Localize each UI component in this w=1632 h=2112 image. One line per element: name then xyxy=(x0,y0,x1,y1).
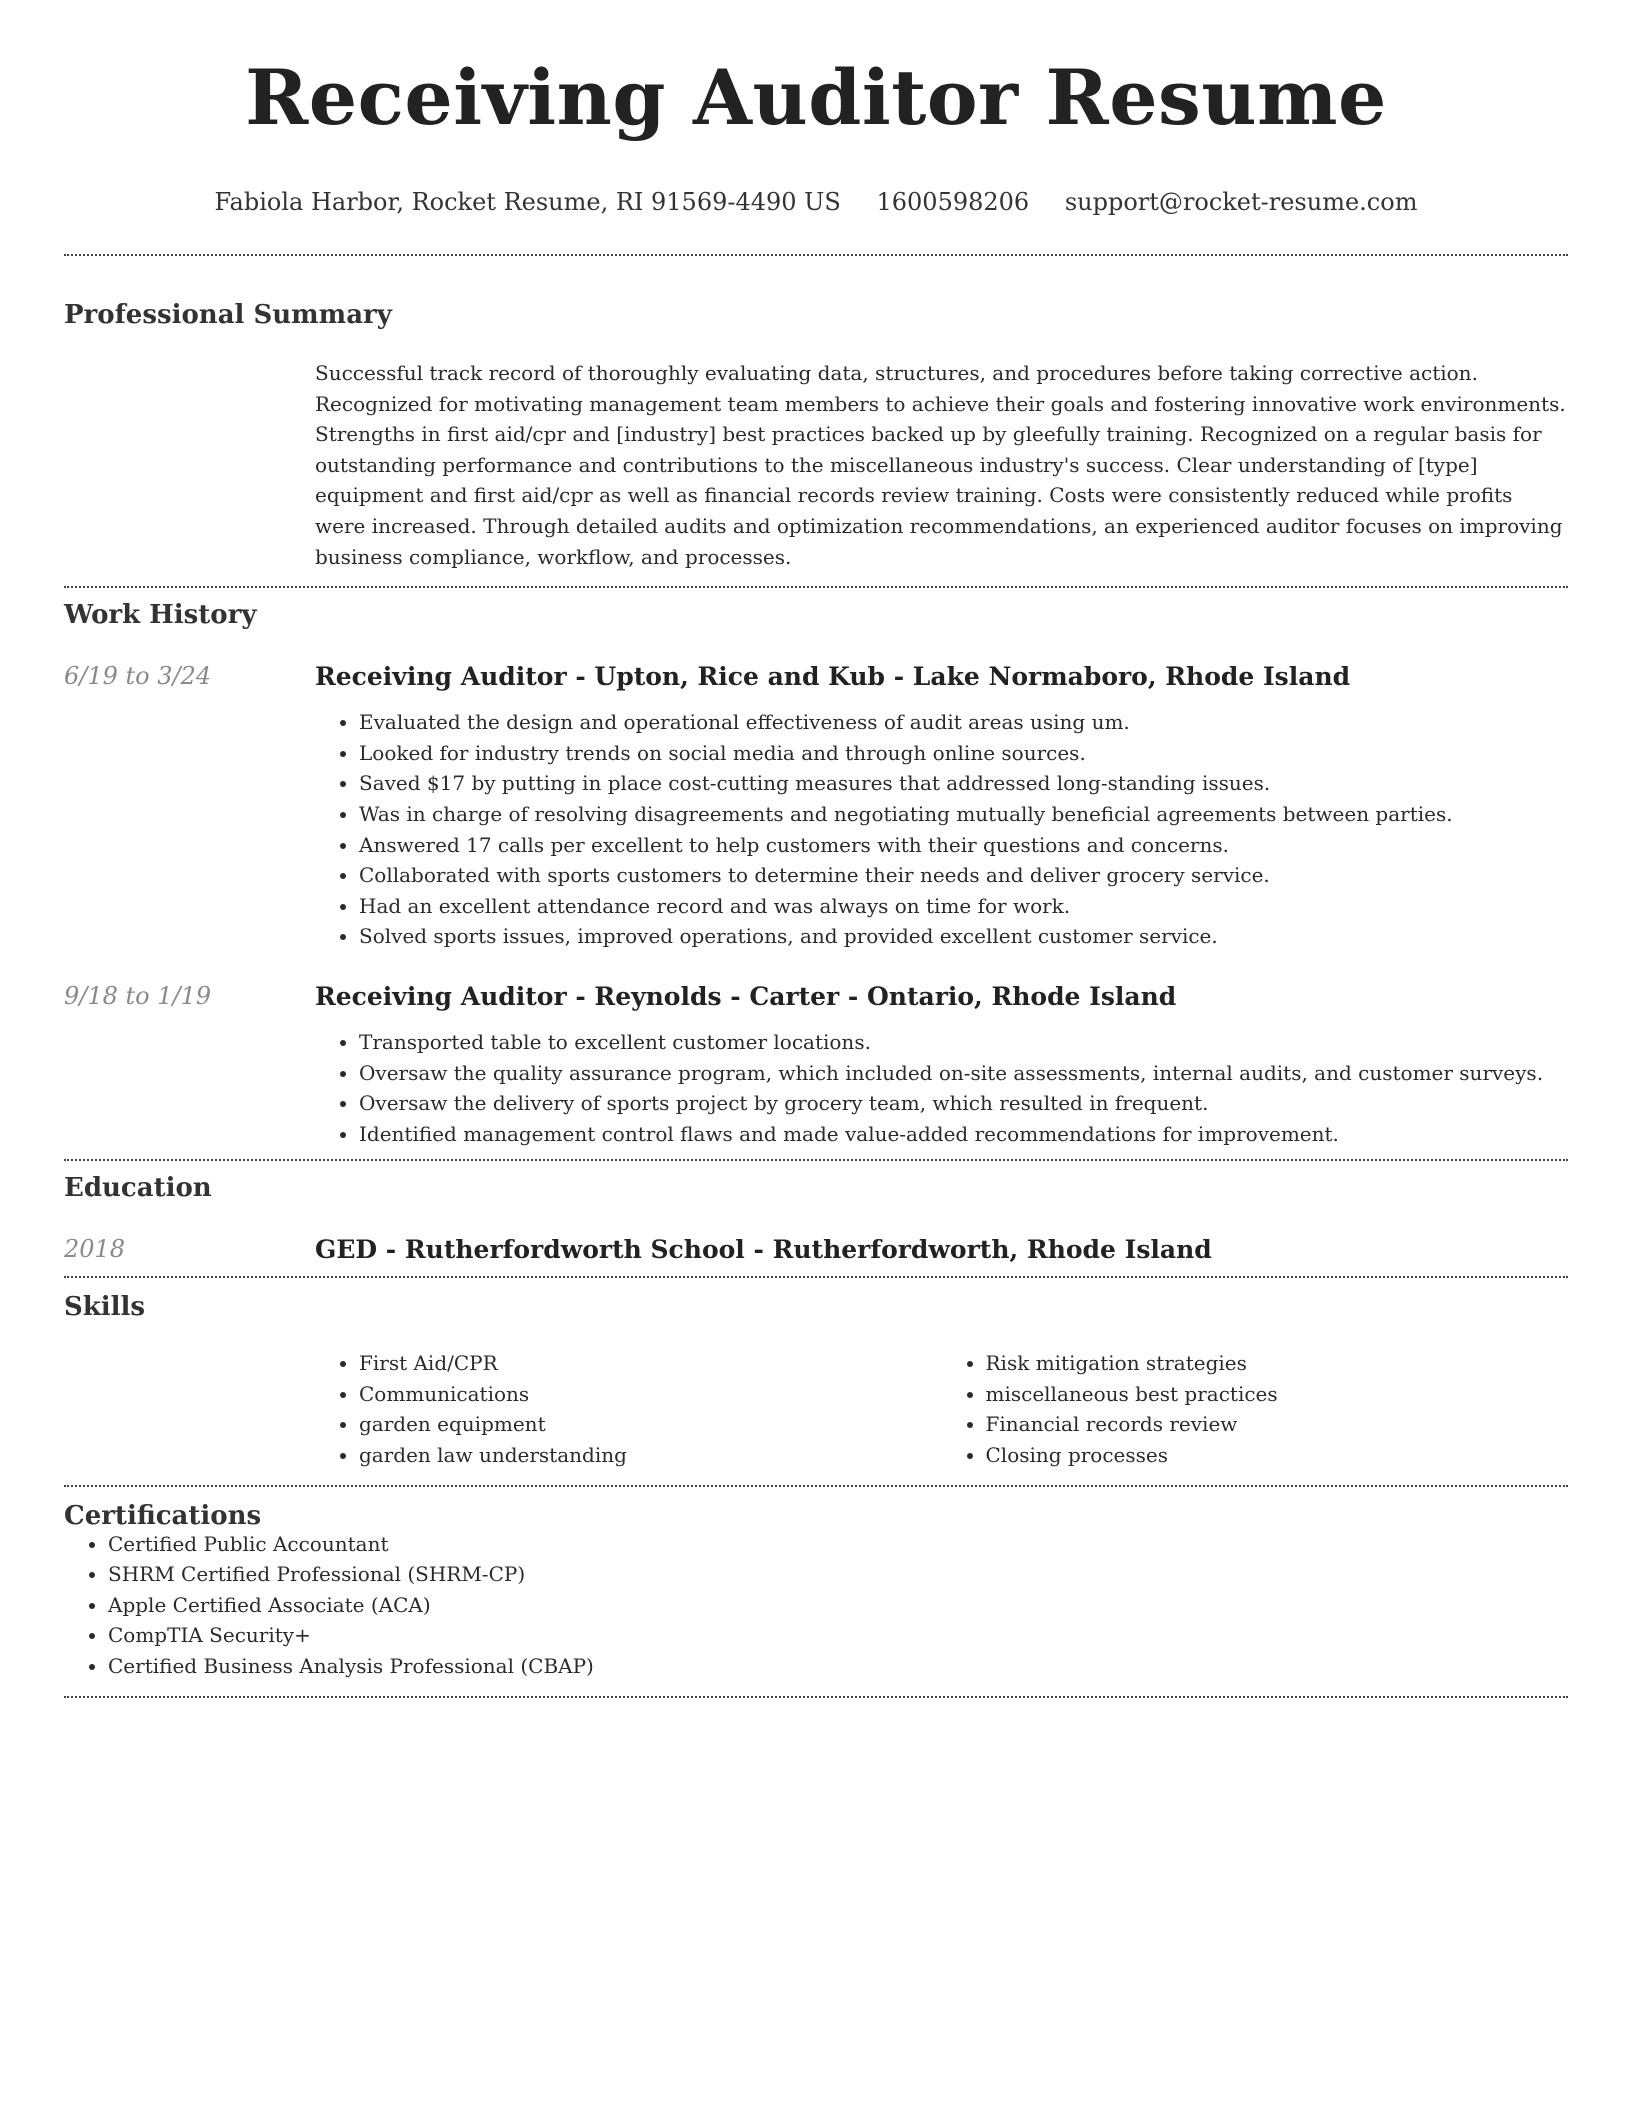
list-item: • Risk mitigation strategies xyxy=(986,1348,1569,1379)
divider xyxy=(64,1696,1568,1698)
list-item: • Collaborated with sports customers to determine their needs and deliver grocery service. xyxy=(359,860,1568,891)
skills-list-right xyxy=(942,1348,1569,1470)
professional-summary-section xyxy=(64,256,1568,586)
list-item: • Had an excellent attendance record and was always on time for work. xyxy=(359,891,1568,922)
section-heading-summary: Professional Summary xyxy=(64,300,392,330)
list-item: • Certified Business Analysis Professional (CBAP) xyxy=(108,1651,1568,1682)
job-title: Receiving Auditor - Upton, Rice and Kub - Lake Normaboro, Rhode Island xyxy=(315,662,1351,692)
certifications-section xyxy=(64,1487,1568,1696)
list-item: • Oversaw the delivery of sports project by grocery team, which resulted in frequent. xyxy=(359,1088,1568,1119)
list-item: • CompTIA Security+ xyxy=(108,1620,1568,1651)
list-item: • First Aid/CPR xyxy=(359,1348,942,1379)
list-item: • Was in charge of resolving disagreements and negotiating mutually beneficial agreements between parties. xyxy=(359,799,1568,830)
job-entry xyxy=(64,981,1568,1159)
list-item: • Identified management control flaws and made value-added recommendations for improvement. xyxy=(359,1119,1568,1150)
education-detail: GED - Rutherfordworth School - Rutherfordworth, Rhode Island xyxy=(315,1235,1212,1265)
section-heading-skills: Skills xyxy=(64,1292,146,1323)
resume-title: Receiving Auditor Resume xyxy=(245,53,1387,142)
summary-text: Successful track record of thoroughly evaluating data, structures, and procedures before taking corrective action. Recognized for motivating management team members to achieve their goals and fostering innovative work environments. Strengths in first aid/cpr and [industry] best practices backed up by gleefully training. Recognized on a regular basis for outstanding performance and contributions to the miscellaneous industry's success. Clear understanding of [type] equipment and first aid/cpr as well as financial records review training. Costs were consistently reduced while profits were increased. Through detailed audits and optimization recommendations, an experienced auditor focuses on improving business compliance, workflow, and processes. xyxy=(315,361,1566,569)
education-section xyxy=(64,1161,1568,1276)
job-bullets xyxy=(315,1027,1568,1159)
skills-section xyxy=(64,1278,1568,1484)
list-item: • miscellaneous best practices xyxy=(986,1379,1569,1410)
job-dates: 6/19 to 3/24 xyxy=(64,662,212,691)
list-item: • garden law understanding xyxy=(359,1440,942,1471)
list-item: • Certified Public Accountant xyxy=(108,1529,1568,1560)
list-item: • garden equipment xyxy=(359,1409,942,1440)
contact-phone: 1600598206 xyxy=(876,188,1030,216)
certifications-list xyxy=(64,1529,1568,1696)
contact-email: support@rocket-resume.com xyxy=(1064,188,1418,216)
list-item: • Looked for industry trends on social media and through online sources. xyxy=(359,738,1568,769)
list-item: • Evaluated the design and operational effectiveness of audit areas using um. xyxy=(359,707,1568,738)
list-item: • Apple Certified Associate (ACA) xyxy=(108,1590,1568,1621)
list-item: • SHRM Certified Professional (SHRM-CP) xyxy=(108,1559,1568,1590)
section-heading-certifications: Certifications xyxy=(64,1500,262,1531)
section-heading-work: Work History xyxy=(64,600,257,631)
list-item: • Answered 17 calls per excellent to help customers with their questions and concerns. xyxy=(359,830,1568,861)
skills-list-left xyxy=(315,1348,942,1470)
list-item: • Closing processes xyxy=(986,1440,1569,1471)
list-item: • Saved $17 by putting in place cost-cutting measures that addressed long-standing issues. xyxy=(359,768,1568,799)
job-bullets xyxy=(315,707,1568,952)
list-item: • Communications xyxy=(359,1379,942,1410)
work-history-section xyxy=(64,588,1568,1159)
job-title: Receiving Auditor - Reynolds - Carter - Ontario, Rhode Island xyxy=(315,981,1177,1011)
list-item: • Transported table to excellent customer locations. xyxy=(359,1027,1568,1058)
list-item: • Oversaw the quality assurance program, which included on-site assessments, internal audits, and customer surveys. xyxy=(359,1058,1568,1089)
job-dates: 9/18 to 1/19 xyxy=(64,981,212,1010)
section-heading-education: Education xyxy=(64,1173,212,1204)
list-item: • Financial records review xyxy=(986,1409,1569,1440)
job-entry xyxy=(64,664,1568,952)
education-year: 2018 xyxy=(64,1235,126,1264)
contact-line xyxy=(64,188,1568,220)
contact-address: Fabiola Harbor, Rocket Resume, RI 91569-4490 US xyxy=(214,188,841,216)
list-item: • Solved sports issues, improved operations, and provided excellent customer service. xyxy=(359,921,1568,952)
